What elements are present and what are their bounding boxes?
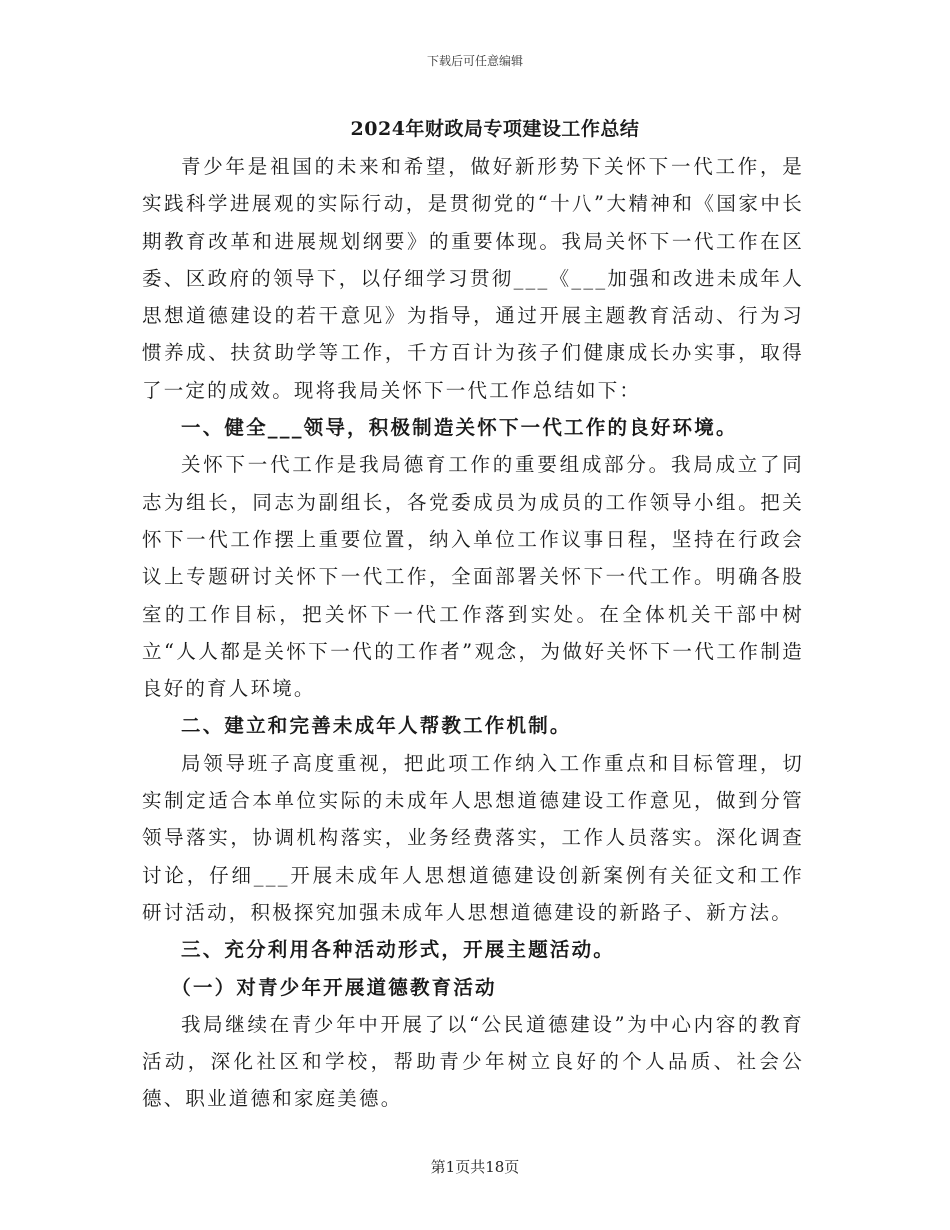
subsection-heading-1: （一）对青少年开展道德教育活动 xyxy=(171,975,497,999)
document-title: 2024年财政局专项建设工作总结 xyxy=(350,118,640,140)
intro-paragraph: 青少年是祖国的未来和希望，做好新形势下关怀下一代工作，是实践科学进展观的实际行动，是贯彻党的“十八”大精神和《国家中长期教育改革和进展规划纲要》的重要体现。我局关怀下一代工作在区委、区政府的领导下，以仔细学习贯彻___《___加强和改进未成年人思想道德建设的若干意见》为指导，通过开展主题教育活动、行为习惯养成、扶贫助学等工作，千方百计为孩子们健康成长办实事，取得了一定的成效。现将我局关怀下一代工作总结如下： xyxy=(142,155,804,402)
document-body xyxy=(142,148,804,1118)
section-heading-3: 三、充分利用各种活动形式，开展主题活动。 xyxy=(181,938,616,962)
section-1-paragraph: 关怀下一代工作是我局德育工作的重要组成部分。我局成立了同志为组长，同志为副组长，各党委成员为成员的工作领导小组。把关怀下一代工作摆上重要位置，纳入单位工作议事日程，坚持在行政会议上专题研讨关怀下一代工作，全面部署关怀下一代工作。明确各股室的工作目标，把关怀下一代工作落到实处。在全体机关干部中树立“人人都是关怀下一代的工作者”观念，为做好关怀下一代工作制造良好的育人环境。 xyxy=(142,453,804,701)
header-note: 下载后可任意编辑 xyxy=(426,54,523,68)
section-heading-1: 一、健全___领导，积极制造关怀下一代工作的良好环境。 xyxy=(181,416,738,440)
page-number-footer: 第1页共18页 xyxy=(430,1158,520,1176)
section-heading-2: 二、建立和完善未成年人帮教工作机制。 xyxy=(181,714,572,738)
section-2-paragraph: 局领导班子高度重视，把此项工作纳入工作重点和目标管理，切实制定适合本单位实际的未成年人思想道德建设工作意见，做到分管领导落实，协调机构落实，业务经费落实，工作人员落实。深化调查讨论，仔细___开展未成年人思想道德建设创新案例有关征文和工作研讨活动，积极探究加强未成年人思想道德建设的新路子、新方法。 xyxy=(142,751,804,924)
subsection-1-paragraph: 我局继续在青少年中开展了以“公民道德建设”为中心内容的教育活动，深化社区和学校，帮助青少年树立良好的个人品质、社会公德、职业道德和家庭美德。 xyxy=(142,1012,804,1111)
